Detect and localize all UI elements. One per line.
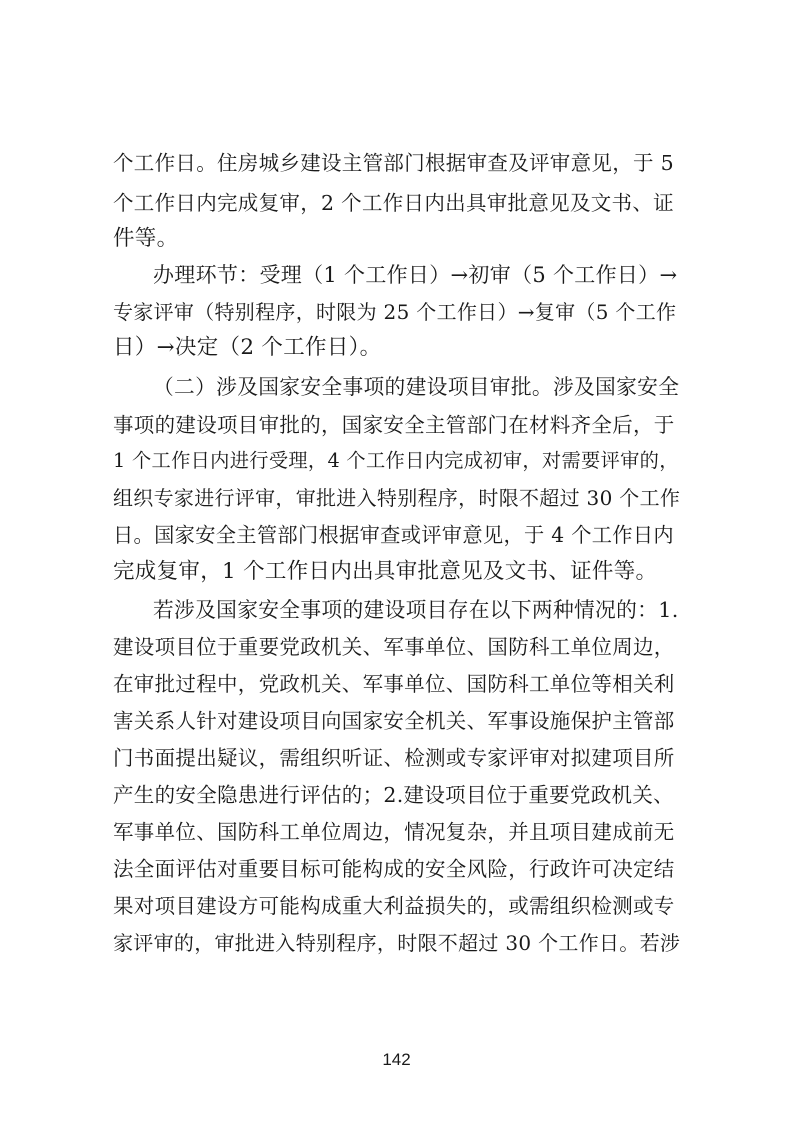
text-line: 军事单位、国防科工单位周边，情况复杂，并且项目建成前无: [113, 820, 675, 844]
text-line: 产生的安全隐患进行评估的；2.建设项目位于重要党政机关、: [113, 783, 674, 807]
text-line: 家评审的，审批进入特别程序，时限不超过 30 个工作日。若涉: [113, 931, 681, 955]
heading-continuation: 涉及国家安全: [552, 375, 680, 399]
text-line: 事项的建设项目审批的，国家安全主管部门在材料齐全后，于: [113, 413, 675, 437]
text-line: 件等。: [113, 226, 179, 251]
text-line: 法全面评估对重要目标可能构成的安全风险，行政许可决定结: [113, 857, 675, 881]
page-number: 142: [382, 1050, 411, 1069]
text-line: 在审批过程中，党政机关、军事单位、国防科工单位等相关利: [113, 672, 675, 696]
text-line: 专家评审（特别程序，时限为 25 个工作日）→复审（5 个工作: [113, 300, 677, 324]
text-line: 建设项目位于重要党政机关、军事单位、国防科工单位周边，: [113, 635, 675, 659]
text-line: 完成复审，1 个工作日内出具审批意见及文书、证件等。: [113, 559, 658, 584]
text-line: 办理环节：受理（1 个工作日）→初审（5 个工作日）→: [153, 263, 678, 287]
text-line: 日。国家安全主管部门根据审查或评审意见，于 4 个工作日内: [113, 523, 674, 547]
text-line: 害关系人针对建设项目向国家安全机关、军事设施保护主管部: [113, 709, 675, 733]
text-line: [153, 371, 679, 403]
text-line: 果对项目建设方可能构成重大利益损失的，或需组织检测或专: [113, 894, 675, 918]
text-line: 个工作日。住房城乡建设主管部门根据审查及评审意见，于 5: [113, 151, 674, 175]
text-line: 门书面提出疑议，需组织听证、检测或专家评审对拟建项目所: [113, 746, 675, 770]
text-line: 1 个工作日内进行受理，4 个工作日内完成初审，对需要评审的，: [113, 449, 679, 472]
text-line: 个工作日内完成复审，2 个工作日内出具审批意见及文书、证: [113, 191, 674, 215]
section-heading: （二）涉及国家安全事项的建设项目审批。: [153, 375, 553, 399]
text-line: 日）→决定（2 个工作日）。: [113, 335, 382, 360]
text-line: 组织专家进行评审，审批进入特别程序，时限不超过 30 个工作: [113, 486, 681, 510]
text-line: 若涉及国家安全事项的建设项目存在以下两种情况的：1.: [153, 598, 679, 622]
